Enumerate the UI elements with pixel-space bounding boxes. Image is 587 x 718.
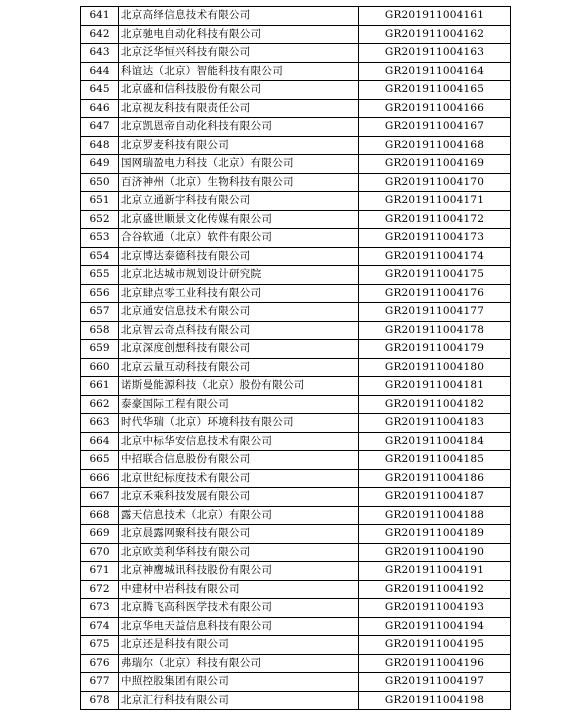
certificate-code: GR201911004168 <box>359 136 511 155</box>
company-name: 北京北达城市规划设计研究院 <box>119 266 359 285</box>
table-row <box>81 580 511 599</box>
table-row <box>81 155 511 174</box>
certificate-table <box>80 6 511 710</box>
row-number: 657 <box>81 303 119 322</box>
certificate-code: GR201911004170 <box>359 173 511 192</box>
row-number: 647 <box>81 118 119 137</box>
row-number: 667 <box>81 488 119 507</box>
row-number: 646 <box>81 99 119 118</box>
table-row <box>81 118 511 137</box>
company-name: 中照控股集团有限公司 <box>119 673 359 692</box>
certificate-code: GR201911004193 <box>359 599 511 618</box>
row-number: 663 <box>81 414 119 433</box>
company-name: 北京博达泰德科技有限公司 <box>119 247 359 266</box>
row-number: 644 <box>81 62 119 81</box>
row-number: 677 <box>81 673 119 692</box>
company-name: 北京晨露网聚科技有限公司 <box>119 525 359 544</box>
row-number: 650 <box>81 173 119 192</box>
company-name: 中招联合信息股份有限公司 <box>119 451 359 470</box>
company-name: 百济神州（北京）生物科技有限公司 <box>119 173 359 192</box>
certificate-code: GR201911004191 <box>359 562 511 581</box>
row-number: 678 <box>81 691 119 710</box>
table-row <box>81 229 511 248</box>
certificate-code: GR201911004184 <box>359 432 511 451</box>
company-name: 北京凯恩帝自动化科技有限公司 <box>119 118 359 137</box>
table-row <box>81 7 511 26</box>
company-name: 北京世纪标度技术有限公司 <box>119 469 359 488</box>
row-number: 660 <box>81 358 119 377</box>
company-name: 北京视友科技有限责任公司 <box>119 99 359 118</box>
table-row <box>81 358 511 377</box>
table-row <box>81 340 511 359</box>
company-name: 北京盛和信科技股份有限公司 <box>119 81 359 100</box>
table-row <box>81 414 511 433</box>
certificate-code: GR201911004178 <box>359 321 511 340</box>
table-row <box>81 25 511 44</box>
row-number: 669 <box>81 525 119 544</box>
row-number: 653 <box>81 229 119 248</box>
company-name: 北京还是科技有限公司 <box>119 636 359 655</box>
company-name: 北京云量互动科技有限公司 <box>119 358 359 377</box>
table-row <box>81 451 511 470</box>
table-row <box>81 432 511 451</box>
table-row <box>81 173 511 192</box>
company-name: 北京深度创想科技有限公司 <box>119 340 359 359</box>
certificate-code: GR201911004179 <box>359 340 511 359</box>
certificate-code: GR201911004169 <box>359 155 511 174</box>
company-name: 国网瑞盈电力科技（北京）有限公司 <box>119 155 359 174</box>
company-name: 泰豪国际工程有限公司 <box>119 395 359 414</box>
table-row <box>81 525 511 544</box>
certificate-code: GR201911004171 <box>359 192 511 211</box>
company-name: 科谊达（北京）智能科技有限公司 <box>119 62 359 81</box>
certificate-code: GR201911004196 <box>359 654 511 673</box>
row-number: 671 <box>81 562 119 581</box>
certificate-code: GR201911004164 <box>359 62 511 81</box>
certificate-code: GR201911004174 <box>359 247 511 266</box>
company-name: 北京智云奇点科技有限公司 <box>119 321 359 340</box>
table-row <box>81 691 511 710</box>
table-row <box>81 321 511 340</box>
row-number: 656 <box>81 284 119 303</box>
row-number: 668 <box>81 506 119 525</box>
company-name: 北京欧美利华科技有限公司 <box>119 543 359 562</box>
certificate-code: GR201911004173 <box>359 229 511 248</box>
row-number: 662 <box>81 395 119 414</box>
row-number: 642 <box>81 25 119 44</box>
row-number: 658 <box>81 321 119 340</box>
company-name: 北京高绎信息技术有限公司 <box>119 7 359 26</box>
row-number: 648 <box>81 136 119 155</box>
table-row <box>81 266 511 285</box>
table-row <box>81 377 511 396</box>
row-number: 673 <box>81 599 119 618</box>
row-number: 674 <box>81 617 119 636</box>
table-row <box>81 395 511 414</box>
table-row <box>81 62 511 81</box>
company-name: 北京罗麦科技有限公司 <box>119 136 359 155</box>
table-row <box>81 99 511 118</box>
table-row <box>81 617 511 636</box>
certificate-code: GR201911004197 <box>359 673 511 692</box>
row-number: 654 <box>81 247 119 266</box>
company-name: 北京禾乘科技发展有限公司 <box>119 488 359 507</box>
table-row <box>81 506 511 525</box>
certificate-code: GR201911004192 <box>359 580 511 599</box>
row-number: 665 <box>81 451 119 470</box>
table-row <box>81 247 511 266</box>
company-name: 北京汇行科技有限公司 <box>119 691 359 710</box>
certificate-code: GR201911004188 <box>359 506 511 525</box>
table-row <box>81 488 511 507</box>
certificate-code: GR201911004186 <box>359 469 511 488</box>
company-name: 时代华瑞（北京）环境科技有限公司 <box>119 414 359 433</box>
company-name: 露天信息技术（北京）有限公司 <box>119 506 359 525</box>
company-name: 北京肆点零工业科技有限公司 <box>119 284 359 303</box>
company-name: 北京驰电自动化科技有限公司 <box>119 25 359 44</box>
certificate-code: GR201911004181 <box>359 377 511 396</box>
certificate-code: GR201911004182 <box>359 395 511 414</box>
table-row <box>81 44 511 63</box>
table-row <box>81 136 511 155</box>
row-number: 643 <box>81 44 119 63</box>
certificate-code: GR201911004162 <box>359 25 511 44</box>
certificate-code: GR201911004185 <box>359 451 511 470</box>
table-row <box>81 562 511 581</box>
certificate-code: GR201911004163 <box>359 44 511 63</box>
company-name: 中建材中岩科技有限公司 <box>119 580 359 599</box>
certificate-code: GR201911004198 <box>359 691 511 710</box>
row-number: 664 <box>81 432 119 451</box>
certificate-code: GR201911004177 <box>359 303 511 322</box>
table-row <box>81 284 511 303</box>
company-name: 北京通安信息技术有限公司 <box>119 303 359 322</box>
company-name: 北京盛世顺景文化传媒有限公司 <box>119 210 359 229</box>
certificate-code: GR201911004175 <box>359 266 511 285</box>
company-name: 北京中标华安信息技术有限公司 <box>119 432 359 451</box>
row-number: 652 <box>81 210 119 229</box>
certificate-code: GR201911004167 <box>359 118 511 137</box>
certificate-code: GR201911004165 <box>359 81 511 100</box>
table-row <box>81 81 511 100</box>
table-row <box>81 210 511 229</box>
certificate-code: GR201911004194 <box>359 617 511 636</box>
row-number: 675 <box>81 636 119 655</box>
table-row <box>81 636 511 655</box>
row-number: 645 <box>81 81 119 100</box>
certificate-code: GR201911004176 <box>359 284 511 303</box>
certificate-code: GR201911004161 <box>359 7 511 26</box>
company-name: 北京腾飞高科医学技术有限公司 <box>119 599 359 618</box>
company-name: 北京神鹰城讯科技股份有限公司 <box>119 562 359 581</box>
row-number: 670 <box>81 543 119 562</box>
certificate-code: GR201911004189 <box>359 525 511 544</box>
table-row <box>81 192 511 211</box>
certificate-code: GR201911004166 <box>359 99 511 118</box>
certificate-code: GR201911004180 <box>359 358 511 377</box>
row-number: 672 <box>81 580 119 599</box>
table-row <box>81 543 511 562</box>
company-name: 弗瑞尔（北京）科技有限公司 <box>119 654 359 673</box>
table-row <box>81 654 511 673</box>
row-number: 655 <box>81 266 119 285</box>
row-number: 659 <box>81 340 119 359</box>
certificate-code: GR201911004172 <box>359 210 511 229</box>
certificate-code: GR201911004183 <box>359 414 511 433</box>
table-row <box>81 599 511 618</box>
table-row <box>81 673 511 692</box>
row-number: 666 <box>81 469 119 488</box>
company-name: 北京立通新宇科技有限公司 <box>119 192 359 211</box>
company-name: 北京泛华恒兴科技有限公司 <box>119 44 359 63</box>
table-body <box>81 7 511 710</box>
row-number: 676 <box>81 654 119 673</box>
certificate-code: GR201911004187 <box>359 488 511 507</box>
certificate-code: GR201911004195 <box>359 636 511 655</box>
company-name: 合谷软通（北京）软件有限公司 <box>119 229 359 248</box>
row-number: 651 <box>81 192 119 211</box>
company-name: 北京华电天益信息科技有限公司 <box>119 617 359 636</box>
company-name: 诺斯曼能源科技（北京）股份有限公司 <box>119 377 359 396</box>
row-number: 649 <box>81 155 119 174</box>
certificate-code: GR201911004190 <box>359 543 511 562</box>
row-number: 661 <box>81 377 119 396</box>
table-row <box>81 469 511 488</box>
table-row <box>81 303 511 322</box>
row-number: 641 <box>81 7 119 26</box>
